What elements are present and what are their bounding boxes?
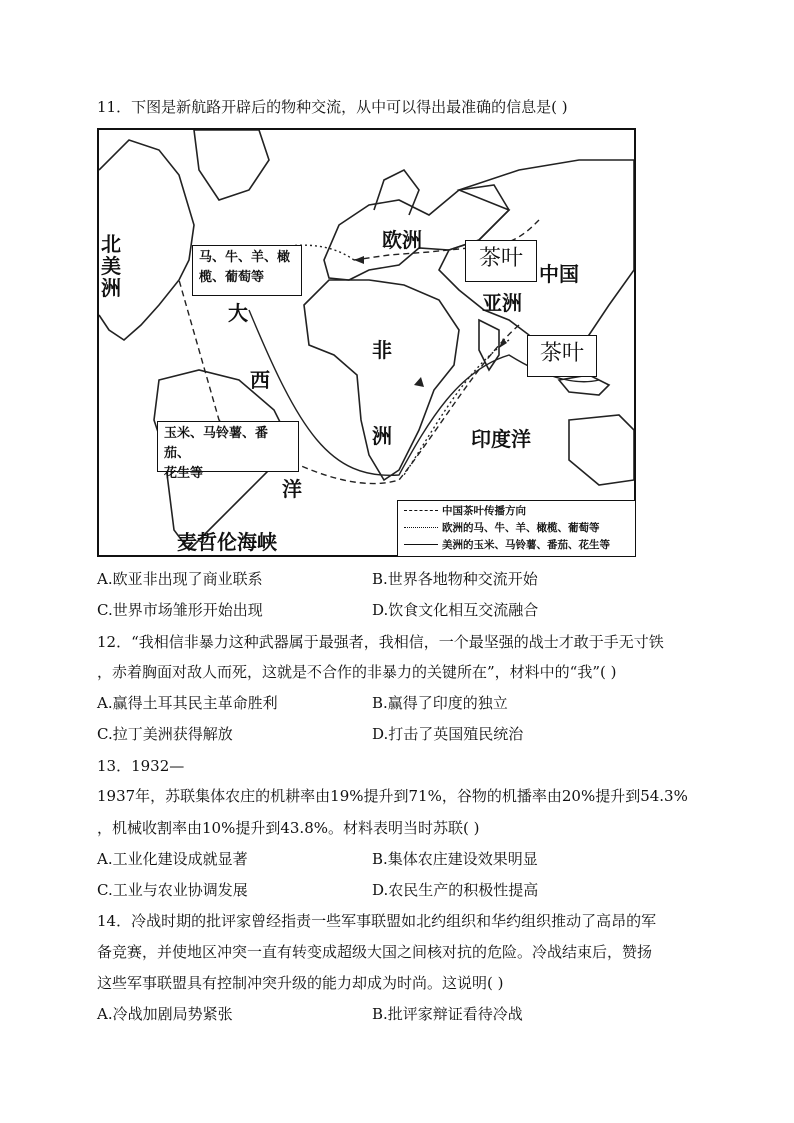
tea-box-china: 茶叶 [465,240,537,282]
map-label-indian-ocean: 印度洋 [471,427,531,451]
box-american-species-line1: 玉米、马铃薯、番茄、 [164,426,269,461]
arrow-head-asia [499,338,507,348]
legend-america: 美洲的玉米、马铃薯、番茄、花生等 [442,539,610,551]
question-13-stem-line3: ，机械收割率由10%提升到43.8%。材料表明当时苏联( ) [97,819,480,837]
map-label-asia: 亚洲 [482,291,522,315]
q14-option-b[interactable]: B.批评家辩证看待冷战 [372,1005,523,1023]
question-14-stem-line1: 14．冷战时期的批评家曾经指责一些军事联盟如北约组织和华约组织推动了高昂的军 [97,912,657,930]
box-american-species-line2: 花生等 [164,466,204,481]
question-11-stem: 11．下图是新航路开辟后的物种交流，从中可以得出最准确的信息是( ) [97,98,568,116]
tea-box-southeast: 茶叶 [527,335,597,377]
legend-line-tea [404,510,438,511]
map-label-atlantic-2: 西 [250,368,270,392]
map-label-africa-1: 非 [372,338,392,362]
q13-option-a[interactable]: A.工业化建设成就显著 [97,850,248,868]
legend-europe: 欧洲的马、牛、羊、橄榄、葡萄等 [442,522,600,534]
route-inner-africa [404,340,509,475]
scandinavia-outline [374,170,419,215]
box-european-species-line1: 马、牛、羊、橄 [199,250,291,265]
species-exchange-map [97,128,636,557]
question-12-stem-line2: ，赤着胸面对敌人而死，这就是不合作的非暴力的关键所在”，材料中的“我”( ) [97,663,617,681]
q12-option-a[interactable]: A.赢得土耳其民主革命胜利 [97,694,278,712]
map-label-africa-2: 洲 [372,424,392,448]
box-american-species [157,421,299,481]
q13-option-d[interactable]: D.农民生产的积极性提高 [372,881,539,899]
map-label-north-america-1: 北 [101,232,121,256]
arrow-head-europe [354,256,364,264]
q12-option-d[interactable]: D.打击了英国殖民统治 [372,725,524,743]
australia-outline [569,415,634,485]
q12-option-b[interactable]: B.赢得了印度的独立 [372,694,508,712]
question-14-stem-line2: 备竞赛，并使地区冲突一直有转变成超级大国之间核对抗的危险。冷战结束后，赞扬 [97,943,653,961]
map-legend [397,500,636,557]
q14-option-a[interactable]: A.冷战加剧局势紧张 [97,1005,233,1023]
map-label-north-america-2: 美 [101,254,121,278]
map-label-magellan-strait: 麦哲伦海峡 [177,530,277,554]
map-label-atlantic-1: 大 [228,301,248,325]
question-12-stem-line1: 12．“我相信非暴力这种武器属于最强者，我相信，一个最坚强的战士才敢于手无寸铁 [97,633,664,651]
legend-line-europe [404,527,438,528]
map-label-atlantic-3: 洋 [282,477,302,501]
q11-option-c[interactable]: C.世界市场雏形开始出现 [97,601,263,619]
q11-option-d[interactable]: D.饮食文化相互交流融合 [372,601,539,619]
indonesia-outline [559,375,609,395]
legend-tea: 中国茶叶传播方向 [442,505,526,517]
q13-option-b[interactable]: B.集体农庄建设效果明显 [372,850,538,868]
question-13-stem-line1: 13．1932— [97,757,185,775]
map-label-china: 中国 [539,262,579,286]
map-label-north-america-3: 洲 [101,276,121,300]
box-european-species-line2: 榄、葡萄等 [199,270,265,285]
q11-option-a[interactable]: A.欧亚非出现了商业联系 [97,570,263,588]
legend-line-america [404,544,438,545]
arrow-head-africa [414,377,424,387]
box-european-species [192,245,302,296]
question-13-stem-line2: 1937年，苏联集体农庄的机耕率由19%提升到71%，谷物的机播率由20%提升到54.3% [97,787,688,805]
q13-option-c[interactable]: C.工业与农业协调发展 [97,881,248,899]
map-label-europe: 欧洲 [382,228,422,252]
q12-option-c[interactable]: C.拉丁美洲获得解放 [97,725,233,743]
greenland-outline [194,130,269,200]
q11-option-b[interactable]: B.世界各地物种交流开始 [372,570,538,588]
question-14-stem-line3: 这些军事联盟具有控制冲突升级的能力却成为时尚。这说明( ) [97,974,504,992]
